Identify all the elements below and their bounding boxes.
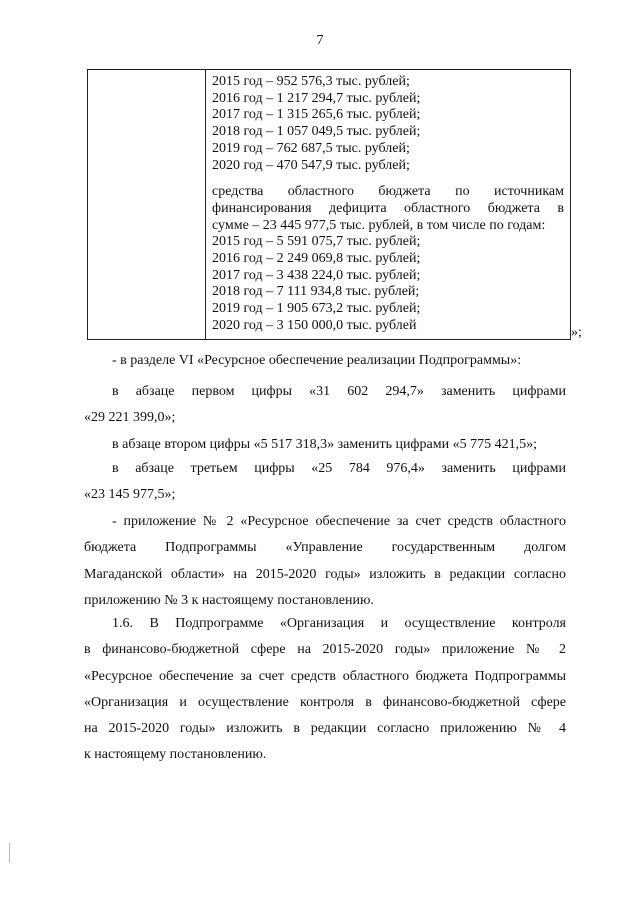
paragraph-third: [84, 456, 566, 509]
funding-line: 2017 год – 3 438 224,0 тыс. рублей;: [212, 267, 421, 283]
funding-cell: [212, 74, 564, 335]
source-intro-line: сумме – 23 445 977,5 тыс. рублей, в том числе по годам:: [212, 217, 546, 233]
item-1-6-line: в финансово-бюджетной сфере на 2015-2020 годы» приложение № 2: [84, 642, 566, 658]
appendix-2-line: Магаданской области» на 2015-2020 годы» изложить в редакции согласно: [84, 566, 566, 582]
funding-line: 2015 год – 952 576,3 тыс. рублей;: [212, 74, 410, 89]
paragraph-second-line: в абзаце втором цифры «5 517 318,3» заменить цифрами «5 775 421,5»;: [112, 437, 537, 452]
source-intro-line: финансирования дефицита областного бюджета в: [212, 200, 564, 216]
appendix-2-paragraph: [84, 509, 566, 614]
paragraph-first-line: «29 221 399,0»;: [84, 410, 176, 426]
paragraph-first-line: в абзаце первом цифры «31 602 294,7» заменить цифрами: [112, 384, 566, 399]
funding-line: 2020 год – 3 150 000,0 тыс. рублей: [212, 317, 417, 333]
item-1-6-paragraph: [84, 611, 566, 769]
paragraph-third-line: «23 145 977,5»;: [84, 487, 176, 503]
item-1-6-line: на 2015-2020 годы» изложить в редакции согласно приложению № 4: [84, 721, 566, 737]
funding-table: [87, 69, 571, 340]
funding-line: 2019 год – 762 687,5 тыс. рублей;: [212, 140, 410, 156]
scan-margin-mark: [9, 843, 10, 863]
funding-line: 2015 год – 5 591 075,7 тыс. рублей;: [212, 234, 421, 250]
item-1-6-line: 1.6. В Подпрограмме «Организация и осуществление контроля: [112, 616, 566, 631]
funding-line: 2018 год – 1 057 049,5 тыс. рублей;: [212, 124, 421, 140]
section-vi-line: - в разделе VI «Ресурсное обеспечение реализации Подпрограммы»:: [112, 353, 522, 368]
closing-quote: »;: [571, 325, 582, 340]
paragraph-gap: [212, 174, 564, 184]
funding-line: 2016 год – 2 249 069,8 тыс. рублей;: [212, 251, 421, 267]
funding-line: 2018 год – 7 111 934,8 тыс. рублей;: [212, 284, 420, 300]
appendix-2-line: приложению № 3 к настоящему постановлению.: [84, 592, 374, 608]
funding-line: 2017 год – 1 315 265,6 тыс. рублей;: [212, 107, 421, 123]
paragraph-first: [84, 379, 566, 432]
paragraph-third-line: в абзаце третьем цифры «25 784 976,4» заменить цифрами: [112, 461, 566, 476]
table-column-divider: [205, 70, 206, 339]
paragraph-second: [84, 432, 566, 458]
funding-line: 2016 год – 1 217 294,7 тыс. рублей;: [212, 90, 421, 106]
appendix-2-line: бюджета Подпрограммы «Управление государственным долгом: [84, 540, 566, 556]
item-1-6-line: «Организация и осуществление контроля в финансово-бюджетной сфере: [84, 694, 566, 710]
section-vi-block: [84, 348, 566, 374]
item-1-6-line: «Ресурсное обеспечение за счет средств областного бюджета Подпрограммы: [84, 668, 566, 684]
funding-line: 2020 год – 470 547,9 тыс. рублей;: [212, 157, 410, 173]
funding-line: 2019 год – 1 905 673,2 тыс. рублей;: [212, 301, 421, 317]
appendix-2-line: - приложение № 2 «Ресурсное обеспечение за счет средств областного: [112, 514, 566, 529]
item-1-6-line: к настоящему постановлению.: [84, 747, 267, 763]
source-intro-line: средства областного бюджета по источникам: [212, 184, 564, 200]
page-number: 7: [316, 33, 324, 48]
